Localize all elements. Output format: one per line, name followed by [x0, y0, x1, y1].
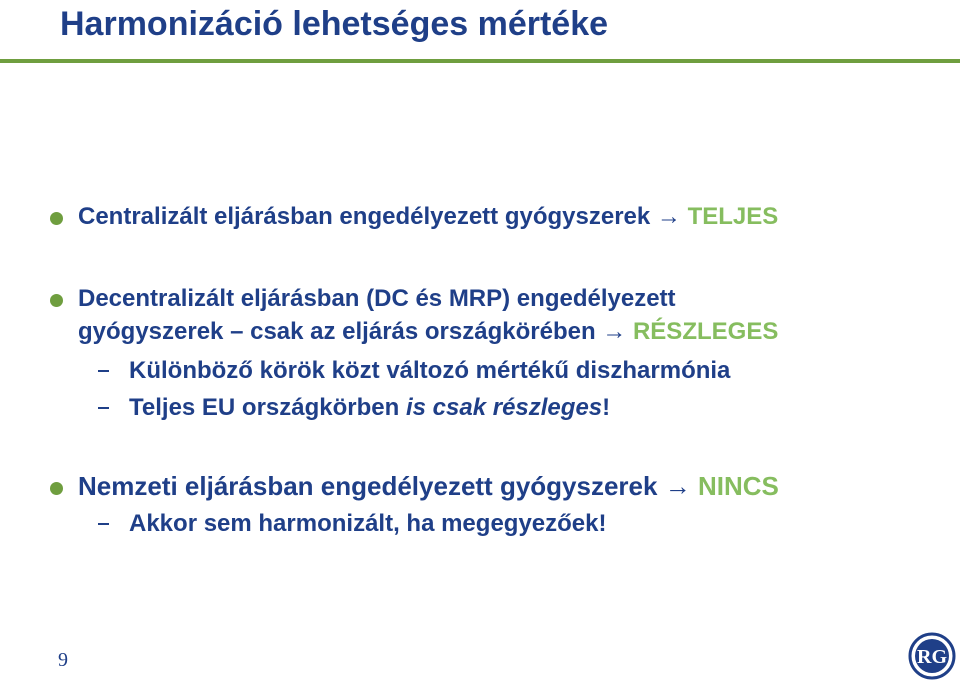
bullet-3-text: Nemzeti eljárásban engedélyezett gyógyszerek	[78, 471, 658, 501]
bullet-2-line-2	[78, 317, 778, 347]
bullet-1-text: Centralizált eljárásban engedélyezett gyógyszerek	[78, 203, 651, 230]
bullet-3-dot	[50, 482, 63, 495]
arrow-icon: →	[602, 318, 627, 345]
bullet-2-dot	[50, 294, 63, 307]
slide-title: Harmonizáció lehetséges mértéke	[60, 5, 609, 43]
sub-2-2	[129, 393, 610, 423]
sub-2-2-text: Teljes EU országkörben	[129, 394, 406, 421]
sub-2-2-end: !	[602, 394, 611, 421]
bullet-2-tag: RÉSZLEGES	[632, 318, 779, 345]
logo-text: RG	[917, 646, 947, 668]
page-number: 9	[58, 649, 68, 671]
arrow-icon: →	[656, 203, 681, 230]
bullet-1-tag: TELJES	[687, 203, 779, 230]
bullet-1-line-1	[78, 202, 778, 232]
title-divider	[0, 59, 960, 63]
rg-logo-icon	[906, 632, 958, 680]
bullet-1-dot	[50, 212, 63, 225]
arrow-icon: →	[664, 471, 691, 501]
sub-2-2-emphasis: is csak részleges	[405, 394, 603, 421]
sub-2-1-dash	[98, 370, 109, 372]
sub-2-1: Különböző körök közt változó mértékű diszharmónia	[129, 357, 731, 384]
sub-2-2-dash	[98, 407, 109, 409]
bullet-2-line-1	[78, 284, 676, 314]
bullet-2-text-1: Decentralizált eljárásban (DC és MRP) engedélyezett	[78, 285, 676, 312]
sub-3-1: Akkor sem harmonizált, ha megegyezőek!	[129, 510, 607, 537]
bullet-2-text-2: gyógyszerek – csak az eljárás országkörében	[78, 318, 596, 345]
sub-3-1-dash	[98, 523, 109, 525]
bullet-3-line-1	[78, 470, 779, 502]
bullet-3-tag: NINCS	[697, 471, 779, 501]
